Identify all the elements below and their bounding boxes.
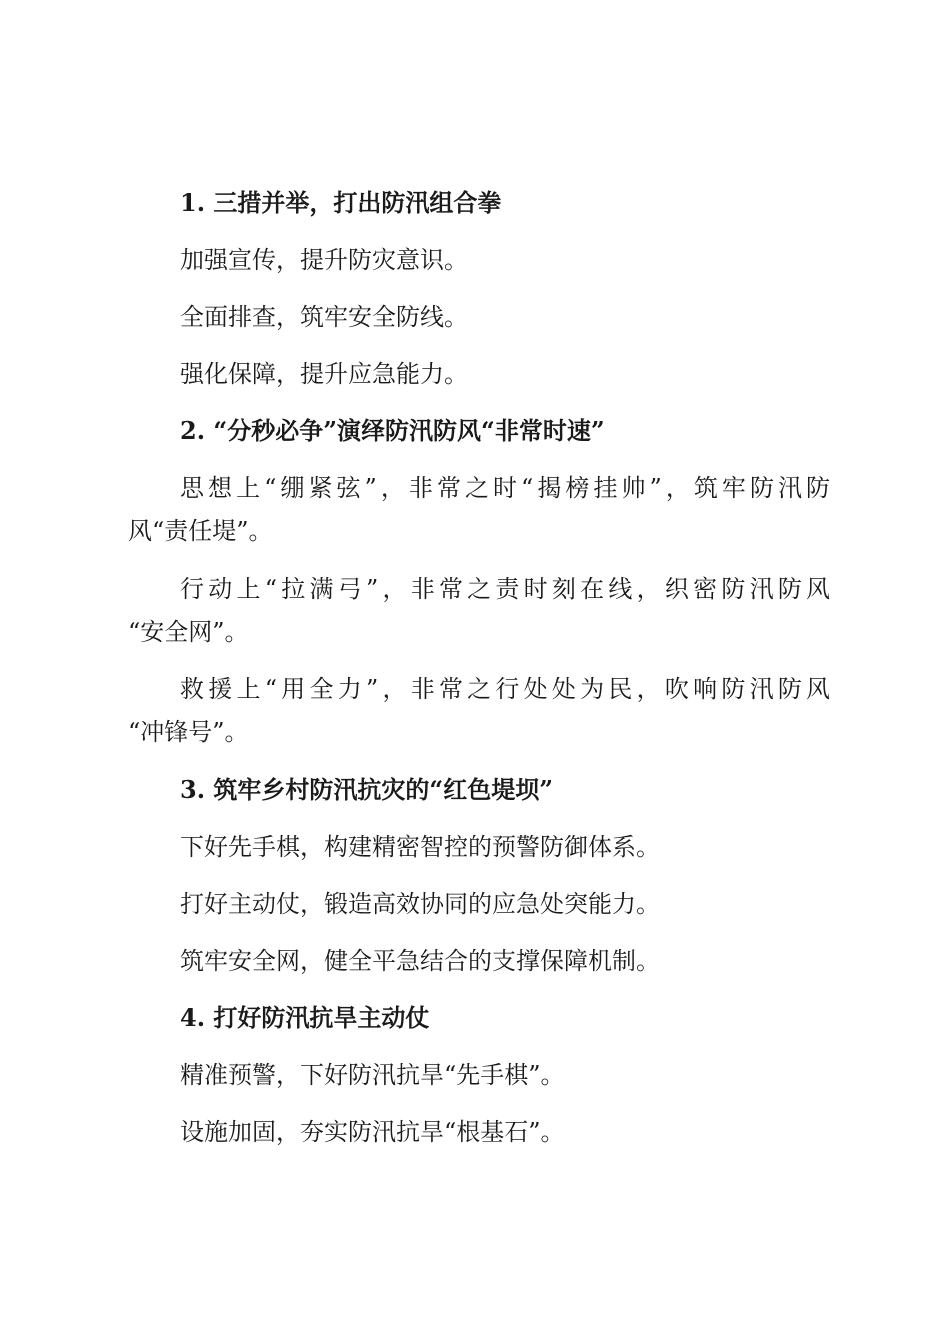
paragraph-line: 行动上“拉满弓”，非常之责时刻在线，织密防汛防风	[180, 575, 835, 603]
section-heading: 3. 筑牢乡村防汛抗灾的“红色堤坝”	[180, 775, 554, 804]
section-heading: 2. “分秒必争”演绎防汛防风“非常时速”	[180, 416, 605, 445]
paragraph: 全面排查，筑牢安全防线。	[180, 303, 468, 331]
paragraph: 筑牢安全网，健全平急结合的支撑保障机制。	[180, 947, 660, 975]
paragraph-line: 救援上“用全力”，非常之行处处为民，吹响防汛防风	[180, 675, 835, 703]
paragraph: 下好先手棋，构建精密智控的预警防御体系。	[180, 833, 660, 861]
paragraph: 设施加固，夯实防汛抗旱“根基石”。	[180, 1118, 565, 1146]
paragraph: 精准预警，下好防汛抗旱“先手棋”。	[180, 1061, 565, 1089]
paragraph-line: 思想上“绷紧弦”，非常之时“揭榜挂帅”，筑牢防汛防	[180, 474, 835, 502]
section-heading: 4. 打好防汛抗旱主动仗	[180, 1003, 430, 1032]
paragraph-line-continued: 风“责任堤”。	[128, 517, 273, 545]
paragraph: 加强宣传，提升防灾意识。	[180, 246, 468, 274]
paragraph: 打好主动仗，锻造高效协同的应急处突能力。	[180, 890, 660, 918]
section-heading: 1. 三措并举，打出防汛组合拳	[180, 188, 502, 217]
paragraph: 强化保障，提升应急能力。	[180, 360, 468, 388]
paragraph-line-continued: “冲锋号”。	[128, 718, 249, 746]
paragraph-line-continued: “安全网”。	[128, 618, 249, 646]
